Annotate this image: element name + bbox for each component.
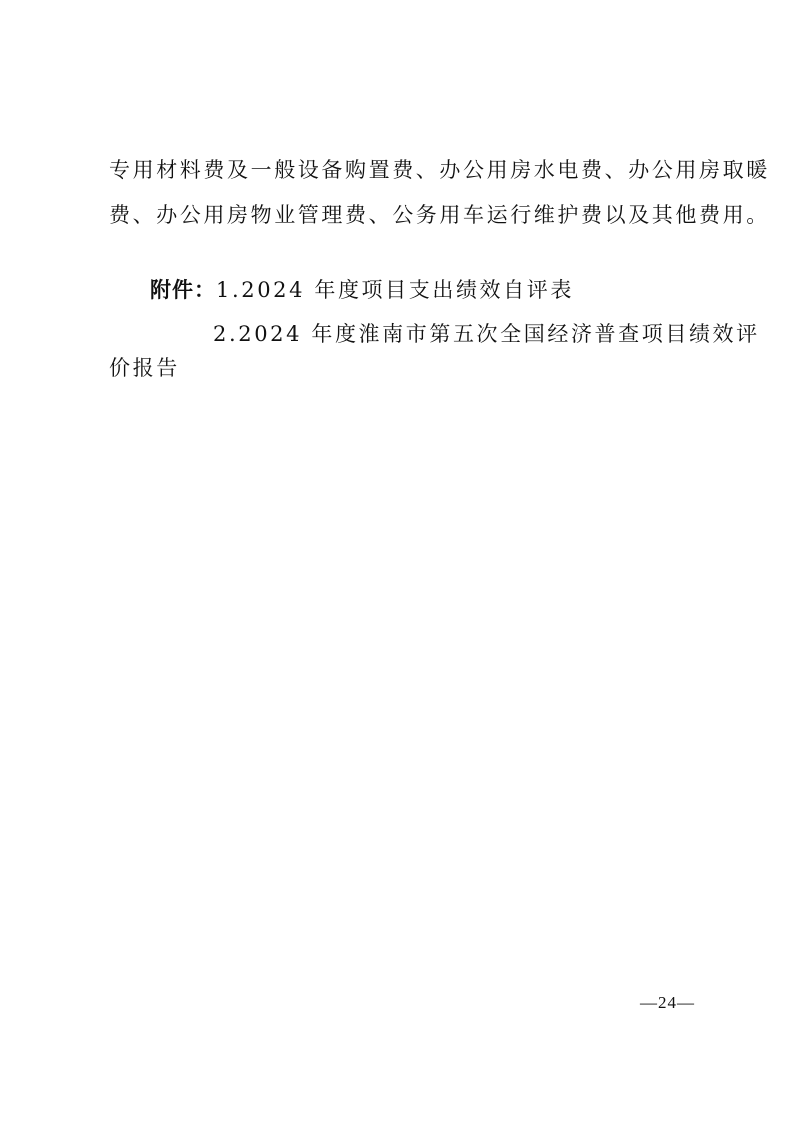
body-text-line: 费、办公用房物业管理费、公务用车运行维护费以及其他费用。 [109, 203, 770, 227]
attachment-label: 附件： [150, 278, 216, 302]
attachment-item-2: 2.2024 年度淮南市第五次全国经济普查项目绩效评 [213, 322, 760, 346]
attachment-list-first-line [150, 277, 574, 303]
page-number: —24— [640, 993, 695, 1012]
body-text-line: 专用材料费及一般设备购置费、办公用房水电费、办公用房取暖 [109, 158, 770, 182]
attachment-item-2-continued: 价报告 [109, 356, 180, 380]
attachment-item-1: 1.2024 年度项目支出绩效自评表 [216, 278, 574, 302]
